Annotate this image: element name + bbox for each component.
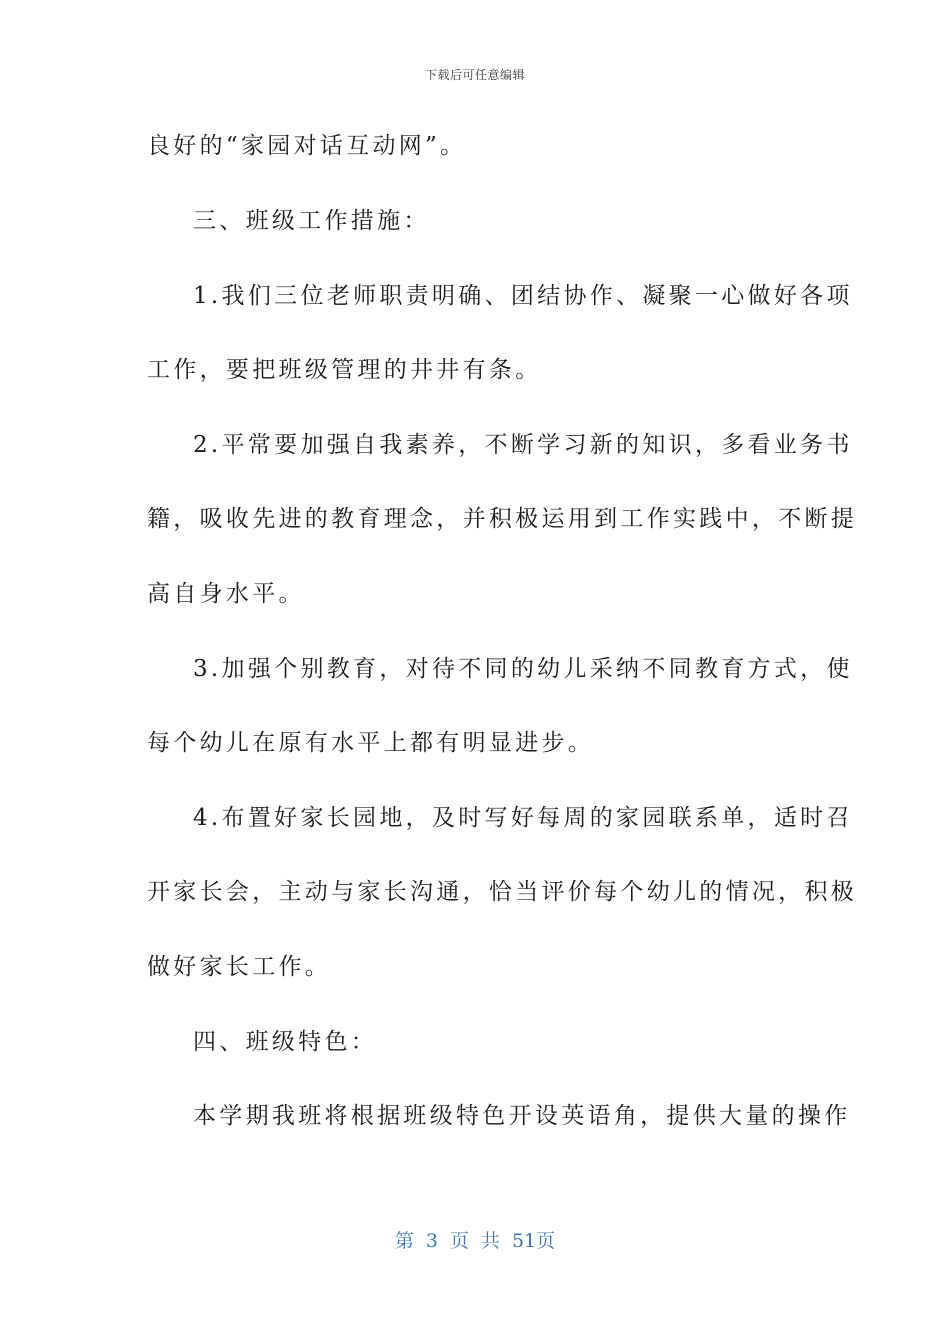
footer-current-page: 3 <box>425 1230 438 1252</box>
body-line: 2.平常要加强自我素养，不断学习新的知识，多看业务书 <box>193 432 853 458</box>
footer-page-unit: 页 <box>449 1230 469 1252</box>
section-heading: 四、班级特色： <box>193 1029 378 1055</box>
body-line: 4.布置好家长园地，及时写好每周的家园联系单，适时召 <box>193 805 853 831</box>
body-line: 良好的“家园对话互动网”。 <box>147 133 467 159</box>
section-heading: 三、班级工作措施： <box>193 208 430 234</box>
body-line: 籍，吸收先进的教育理念，并积极运用到工作实践中，不断提 <box>147 506 858 532</box>
body-line: 1.我们三位老师职责明确、团结协作、凝聚一心做好各项 <box>193 283 853 309</box>
body-line: 本学期我班将根据班级特色开设英语角，提供大量的操作 <box>193 1103 851 1129</box>
footer-total-label: 共 <box>480 1230 500 1252</box>
body-line: 做好家长工作。 <box>147 954 332 980</box>
page-footer <box>0 1226 950 1253</box>
page-header: 下载后可任意编辑 <box>424 68 525 82</box>
body-line: 工作，要把班级管理的井井有条。 <box>147 357 542 383</box>
body-line: 3.加强个别教育，对待不同的幼儿采纳不同教育方式，使 <box>193 656 853 682</box>
footer-page-label: 第 <box>394 1230 414 1252</box>
body-line: 高自身水平。 <box>147 581 305 607</box>
body-line: 每个幼儿在原有水平上都有明显进步。 <box>147 730 595 756</box>
footer-total-pages: 51页 <box>511 1230 556 1252</box>
body-line: 开家长会，主动与家长沟通，恰当评价每个幼儿的情况，积极 <box>147 879 858 905</box>
